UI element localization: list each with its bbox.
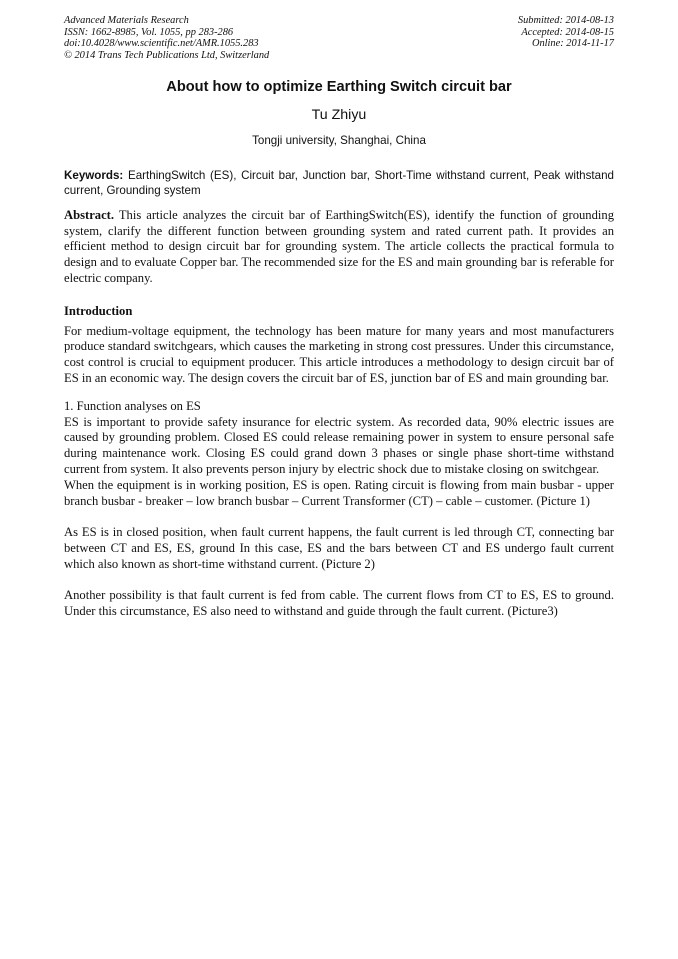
doi-line: doi:10.4028/www.scientific.net/AMR.1055.283 xyxy=(64,38,259,50)
introduction-paragraph: For medium-voltage equipment, the technology has been mature for many years and most manufacturers produce standard switchgears, which causes the marketing in strong cost pressures. Under this circumstance, cost control is crucial to equipment producer. This article introduces a methodology to design circuit bar of ES in an economic way. The design covers the circuit bar of ES, junction bar of ES and main grounding bar. xyxy=(64,323,614,385)
accepted-date: Accepted: 2014-08-15 xyxy=(521,26,614,38)
publication-metadata xyxy=(64,15,614,61)
keywords-block xyxy=(64,169,614,197)
issn-line: ISSN: 1662-8985, Vol. 1055, pp 283-286 xyxy=(64,26,234,38)
keywords-label: Keywords: xyxy=(64,169,124,183)
author-name: Tu Zhiyu xyxy=(311,107,367,124)
abstract-text: This article analyzes the circuit bar of EarthingSwitch(ES), identify the function of grounding system, clarify the different function between grounding system and rated current path. It provides an efficient method to design circuit bar for grounding system. The article collects the practical formula to design and to evaluate Copper bar. The recommended size for the ES and main grounding bar is referable for electric company. xyxy=(64,207,614,285)
copyright-line: © 2014 Trans Tech Publications Ltd, Switzerland xyxy=(64,49,270,61)
paper-title: About how to optimize Earthing Switch circuit bar xyxy=(166,79,512,96)
paper-page xyxy=(64,15,614,620)
function-analyses-heading: 1. Function analyses on ES xyxy=(64,398,201,413)
online-date: Online: 2014-11-17 xyxy=(531,38,614,50)
es-importance-paragraph: ES is important to provide safety insurance for electric system. As recorded data, 90% electric issues are caused by grounding problem. Closed ES could release remaining power in system to ensure personal safe during maintenance work. Closing ES could grand down 3 phases or single phase short-time withstand current from system. It also prevents person injury by electric shock due to mistake closing on switchgear. xyxy=(64,414,614,476)
introduction-heading: Introduction xyxy=(64,303,133,318)
keywords-text: EarthingSwitch (ES), Circuit bar, Junction bar, Short-Time withstand current, Peak withstand current, Grounding system xyxy=(64,169,614,197)
cable-fault-paragraph: Another possibility is that fault current is fed from cable. The current flows from CT to ES, ES to ground. Under this circumstance, ES also need to withstand and guide through the fault current. (Picture3) xyxy=(64,588,614,619)
closed-position-paragraph: As ES is in closed position, when fault current happens, the fault current is led through CT, connecting bar between CT and ES, ES, ground In this case, ES and the bars between CT and ES undergo fault current which also known as short-time withstand current. (Picture 2) xyxy=(64,525,614,571)
working-position-paragraph: When the equipment is in working position, ES is open. Rating circuit is flowing from main busbar - upper branch busbar - breaker – low branch busbar – Current Transformer (CT) – cable – customer. (Picture 1) xyxy=(64,477,614,508)
abstract-label: Abstract. xyxy=(64,207,115,222)
submitted-date: Submitted: 2014-08-13 xyxy=(517,15,614,26)
journal-name: Advanced Materials Research xyxy=(64,15,189,26)
journal-info xyxy=(64,15,269,61)
author-affiliation: Tongji university, Shanghai, China xyxy=(252,134,426,148)
dates-info xyxy=(518,15,614,61)
abstract-block xyxy=(64,208,614,287)
